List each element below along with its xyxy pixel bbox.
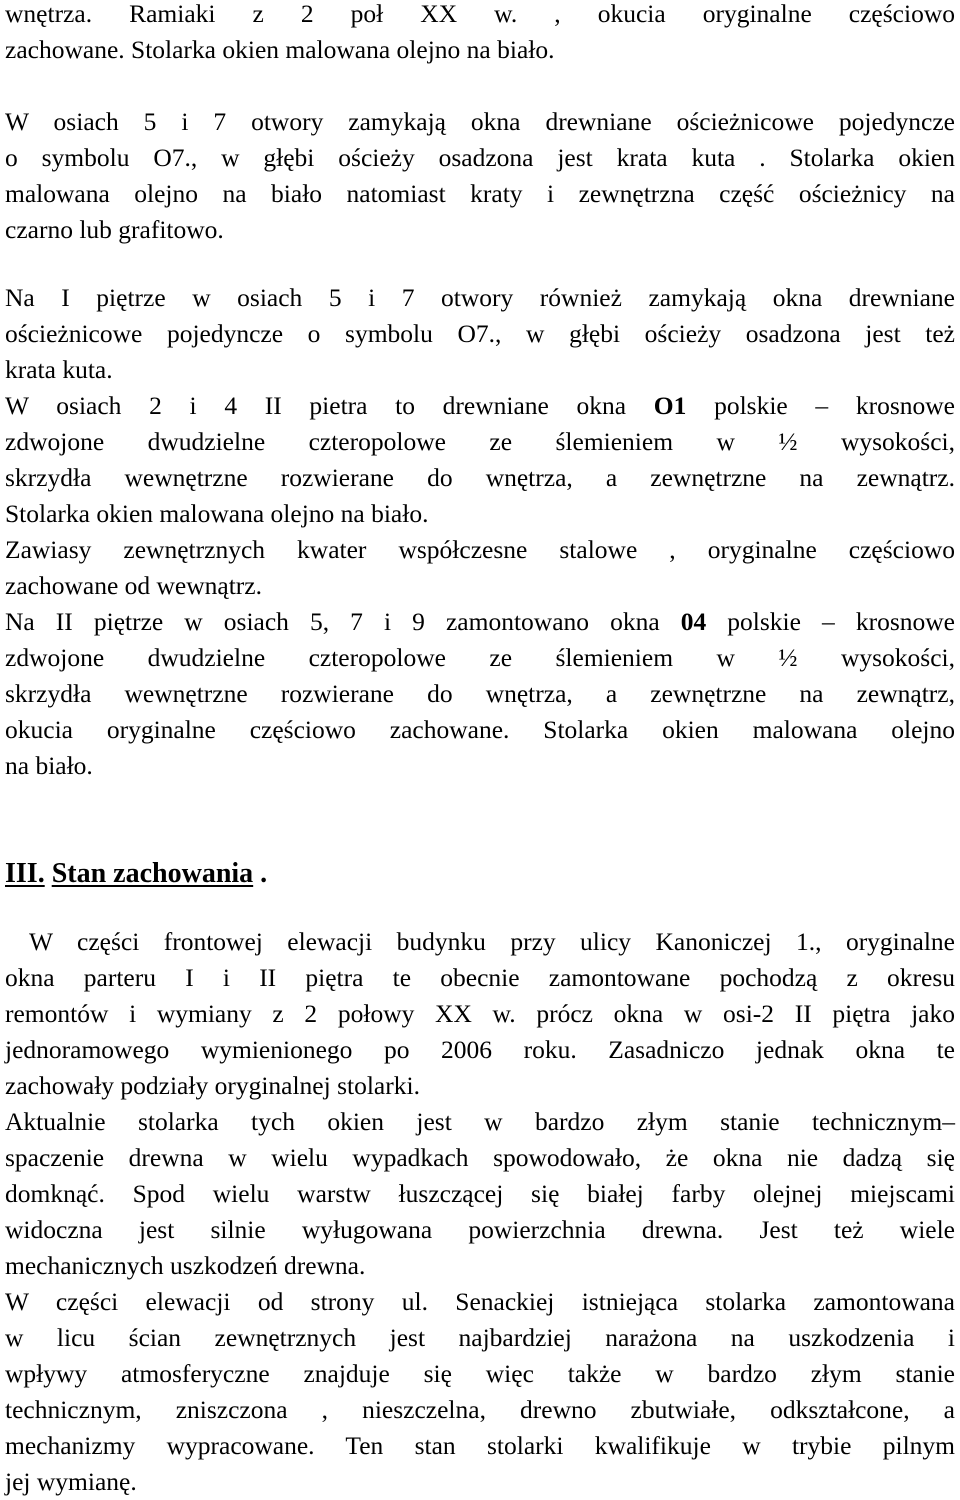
text-run: Na II piętrze w osiach 5, 7 i 9 zamontowano okna bbox=[5, 607, 681, 636]
text-line: spaczenie drewna w wielu wypadkach spowodowało, że okna nie dadzą się bbox=[5, 1143, 955, 1172]
section-numeral: III. bbox=[5, 858, 45, 889]
text-line: na biało. bbox=[5, 751, 93, 780]
text-line: W części frontowej elewacji budynku przy ulicy Kanoniczej 1., oryginalne bbox=[5, 927, 955, 956]
text-line: wnętrza. Ramiaki z 2 poł XX w. , okucia oryginalne częściowo bbox=[5, 0, 955, 28]
text-line: mechanizmy wypracowane. Ten stan stolarki kwalifikuje w trybie pilnym bbox=[5, 1431, 955, 1460]
paragraph-9 bbox=[5, 1284, 955, 1500]
text-line: technicznym, zniszczona , nieszczelna, drewno zbutwiałe, odkształcone, a bbox=[5, 1395, 955, 1424]
text-line: zachowane od wewnątrz. bbox=[5, 571, 262, 600]
text-line: okucia oryginalne częściowo zachowane. Stolarka okien malowana olejno bbox=[5, 715, 955, 744]
text-line: malowana olejno na biało natomiast kraty i zewnętrzna część ościeżnicy na bbox=[5, 179, 955, 208]
paragraph-8 bbox=[5, 1104, 955, 1284]
paragraph-4 bbox=[5, 388, 955, 532]
text-run: W osiach 2 i 4 II pietra to drewniane okna bbox=[5, 391, 654, 420]
text-line: zdwojone dwudzielne czteropolowe ze ślemieniem w ½ wysokości, bbox=[5, 643, 955, 672]
text-line: Stolarka okien malowana olejno na biało. bbox=[5, 499, 429, 528]
section-heading bbox=[5, 856, 267, 892]
text-line: krata kuta. bbox=[5, 355, 113, 384]
text-line: Na I piętrze w osiach 5 i 7 otwory również zamykają okna drewniane bbox=[5, 283, 955, 312]
text-line: remontów i wymiany z 2 połowy XX w. prócz okna w osi-2 II piętra jako bbox=[5, 999, 955, 1028]
paragraph-7 bbox=[5, 924, 955, 1104]
text-line: Aktualnie stolarka tych okien jest w bardzo złym stanie technicznym– bbox=[5, 1107, 955, 1136]
window-symbol: O1 bbox=[653, 391, 687, 420]
text-line: zachowane. Stolarka okien malowana olejno na biało. bbox=[5, 35, 555, 64]
text-line: wpływy atmosferyczne znajduje się więc także w bardzo złym stanie bbox=[5, 1359, 955, 1388]
window-symbol: 04 bbox=[680, 607, 707, 636]
text-line: ościeżnicowe pojedyncze o symbolu O7., w głębi ościeży osadzona jest też bbox=[5, 319, 955, 348]
paragraph-3 bbox=[5, 280, 955, 388]
text-run: polskie – krosnowe bbox=[706, 607, 956, 636]
text-line: skrzydła wewnętrzne rozwierane do wnętrza, a zewnętrzne na zewnątrz, bbox=[5, 679, 955, 708]
text-line: jej wymianę. bbox=[5, 1467, 137, 1496]
paragraph-1 bbox=[5, 0, 955, 68]
text-line bbox=[5, 604, 955, 640]
text-line: W części elewacji od strony ul. Senackiej istniejąca stolarka zamontowana bbox=[5, 1287, 955, 1316]
text-line: zdwojone dwudzielne czteropolowe ze ślemieniem w ½ wysokości, bbox=[5, 427, 955, 456]
text-line: W osiach 5 i 7 otwory zamykają okna drewniane ościeżnicowe pojedyncze bbox=[5, 107, 955, 136]
text-run: polskie – krosnowe bbox=[686, 391, 955, 420]
text-line: zachowały podziały oryginalnej stolarki. bbox=[5, 1071, 420, 1100]
text-line: mechanicznych uszkodzeń drewna. bbox=[5, 1251, 366, 1280]
section-title: Stan zachowania bbox=[51, 858, 254, 889]
text-line: skrzydła wewnętrzne rozwierane do wnętrza, a zewnętrzne na zewnątrz. bbox=[5, 463, 955, 492]
text-line: okna parteru I i II piętra te obecnie zamontowane pochodzą z okresu bbox=[5, 963, 955, 992]
text-line: czarno lub grafitowo. bbox=[5, 215, 224, 244]
text-line: w licu ścian zewnętrznych jest najbardziej narażona na uszkodzenia i bbox=[5, 1323, 955, 1352]
text-line bbox=[5, 388, 955, 424]
text-line: widoczna jest silnie wyługowana powierzchnia drewna. Jest też wiele bbox=[5, 1215, 955, 1244]
text-line: domknąć. Spod wielu warstw łuszczącej się białej farby olejnej miejscami bbox=[5, 1179, 955, 1208]
section-title-suffix: . bbox=[253, 858, 268, 889]
text-line: jednoramowego wymienionego po 2006 roku. Zasadniczo jednak okna te bbox=[5, 1035, 955, 1064]
paragraph-5 bbox=[5, 532, 955, 604]
paragraph-6 bbox=[5, 604, 955, 784]
paragraph-2 bbox=[5, 104, 955, 248]
text-line: Zawiasy zewnętrznych kwater współczesne stalowe , oryginalne częściowo bbox=[5, 535, 955, 564]
text-line: o symbolu O7., w głębi ościeży osadzona jest krata kuta . Stolarka okien bbox=[5, 143, 955, 172]
